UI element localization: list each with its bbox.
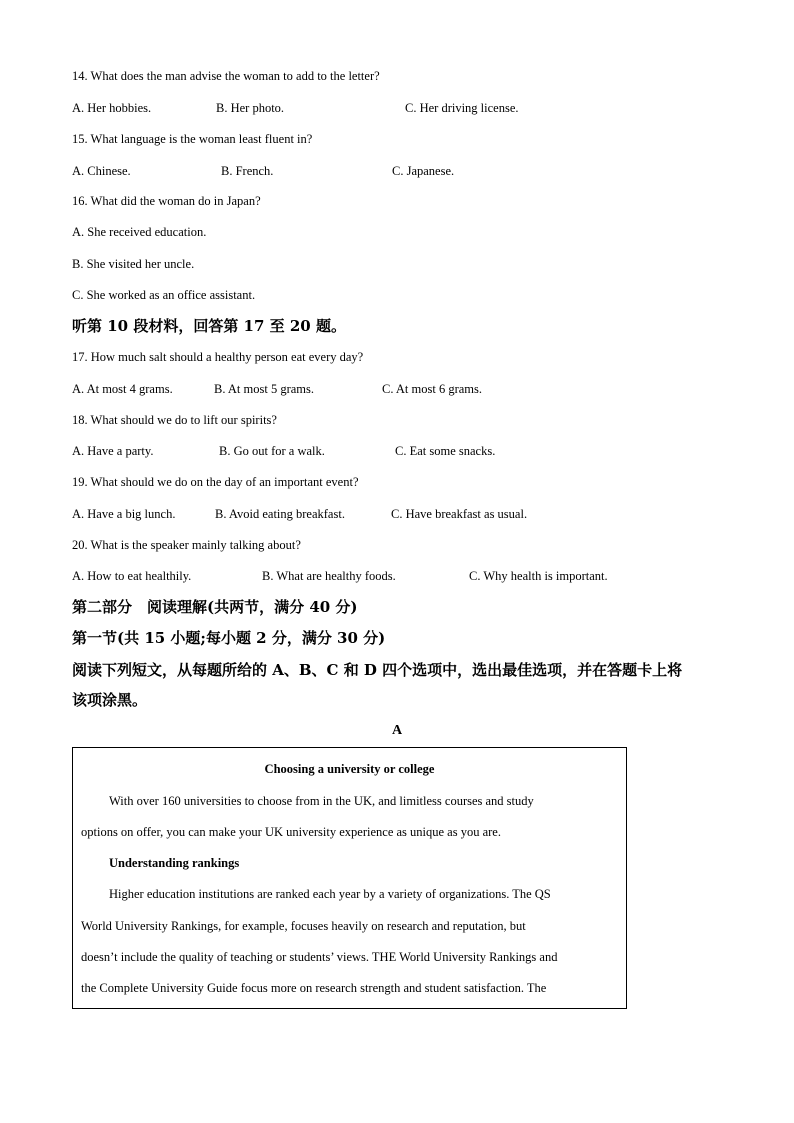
instruction-line-2: 该项涂黑。 — [72, 691, 148, 709]
q14-option-a: A. Her hobbies. — [72, 101, 152, 115]
q15-option-b: B. French. — [221, 164, 274, 178]
q14-option-b: B. Her photo. — [216, 101, 285, 115]
q18-option-b: B. Go out for a walk. — [219, 444, 325, 458]
passage-p2-line4: the Complete University Guide focus more on research strength and student satisfaction. The — [81, 981, 547, 995]
section-1-heading: 第一节(共 15 小题;每小题 2 分，满分 30 分) — [72, 629, 386, 647]
question-17: 17. How much salt should a healthy person eat every day? — [72, 350, 364, 364]
q17-option-c: C. At most 6 grams. — [382, 382, 483, 396]
part-2-heading: 第二部分 阅读理解(共两节，满分 40 分) — [72, 598, 358, 616]
question-20: 20. What is the speaker mainly talking about? — [72, 538, 301, 552]
section-10-heading: 听第 10 段材料，回答第 17 至 20 题。 — [72, 317, 346, 335]
question-14: 14. What does the man advise the woman to add to the letter? — [72, 69, 380, 83]
q14-option-c: C. Her driving license. — [405, 101, 519, 115]
q16-option-c: C. She worked as an office assistant. — [72, 288, 256, 302]
q18-option-c: C. Eat some snacks. — [395, 444, 496, 458]
passage-letter: A — [391, 723, 403, 738]
passage-p2-line2: World University Rankings, for example, focuses heavily on research and reputation, but — [81, 919, 526, 933]
question-18: 18. What should we do to lift our spirits? — [72, 413, 277, 427]
passage-p1-line1: With over 160 universities to choose from in the UK, and limitless courses and study — [109, 794, 534, 808]
q20-option-c: C. Why health is important. — [469, 569, 608, 583]
q16-option-a: A. She received education. — [72, 225, 207, 239]
q15-option-c: C. Japanese. — [392, 164, 455, 178]
q19-option-a: A. Have a big lunch. — [72, 507, 176, 521]
passage-p2-line1: Higher education institutions are ranked each year by a variety of organizations. The QS — [109, 887, 551, 901]
q17-option-a: A. At most 4 grams. — [72, 382, 173, 396]
passage-p1-line2: options on offer, you can make your UK university experience as unique as you are. — [81, 825, 501, 839]
q17-option-b: B. At most 5 grams. — [214, 382, 315, 396]
q19-option-c: C. Have breakfast as usual. — [391, 507, 528, 521]
q15-option-a: A. Chinese. — [72, 164, 131, 178]
question-16: 16. What did the woman do in Japan? — [72, 194, 261, 208]
instruction-line-1: 阅读下列短文，从每题所给的 A、B、C 和 D 四个选项中，选出最佳选项，并在答题卡上将 — [72, 661, 683, 679]
q20-option-b: B. What are healthy foods. — [262, 569, 396, 583]
passage-subheading: Understanding rankings — [109, 856, 240, 870]
q18-option-a: A. Have a party. — [72, 444, 154, 458]
q16-option-b: B. She visited her uncle. — [72, 257, 195, 271]
q20-option-a: A. How to eat healthily. — [72, 569, 192, 583]
q19-option-b: B. Avoid eating breakfast. — [215, 507, 345, 521]
question-19: 19. What should we do on the day of an important event? — [72, 475, 359, 489]
passage-p2-line3: doesn’t include the quality of teaching or students’ views. THE World University Rankings and — [81, 950, 558, 964]
passage-box — [72, 747, 627, 1009]
passage-title: Choosing a university or college — [264, 762, 435, 776]
question-15: 15. What language is the woman least fluent in? — [72, 132, 313, 146]
